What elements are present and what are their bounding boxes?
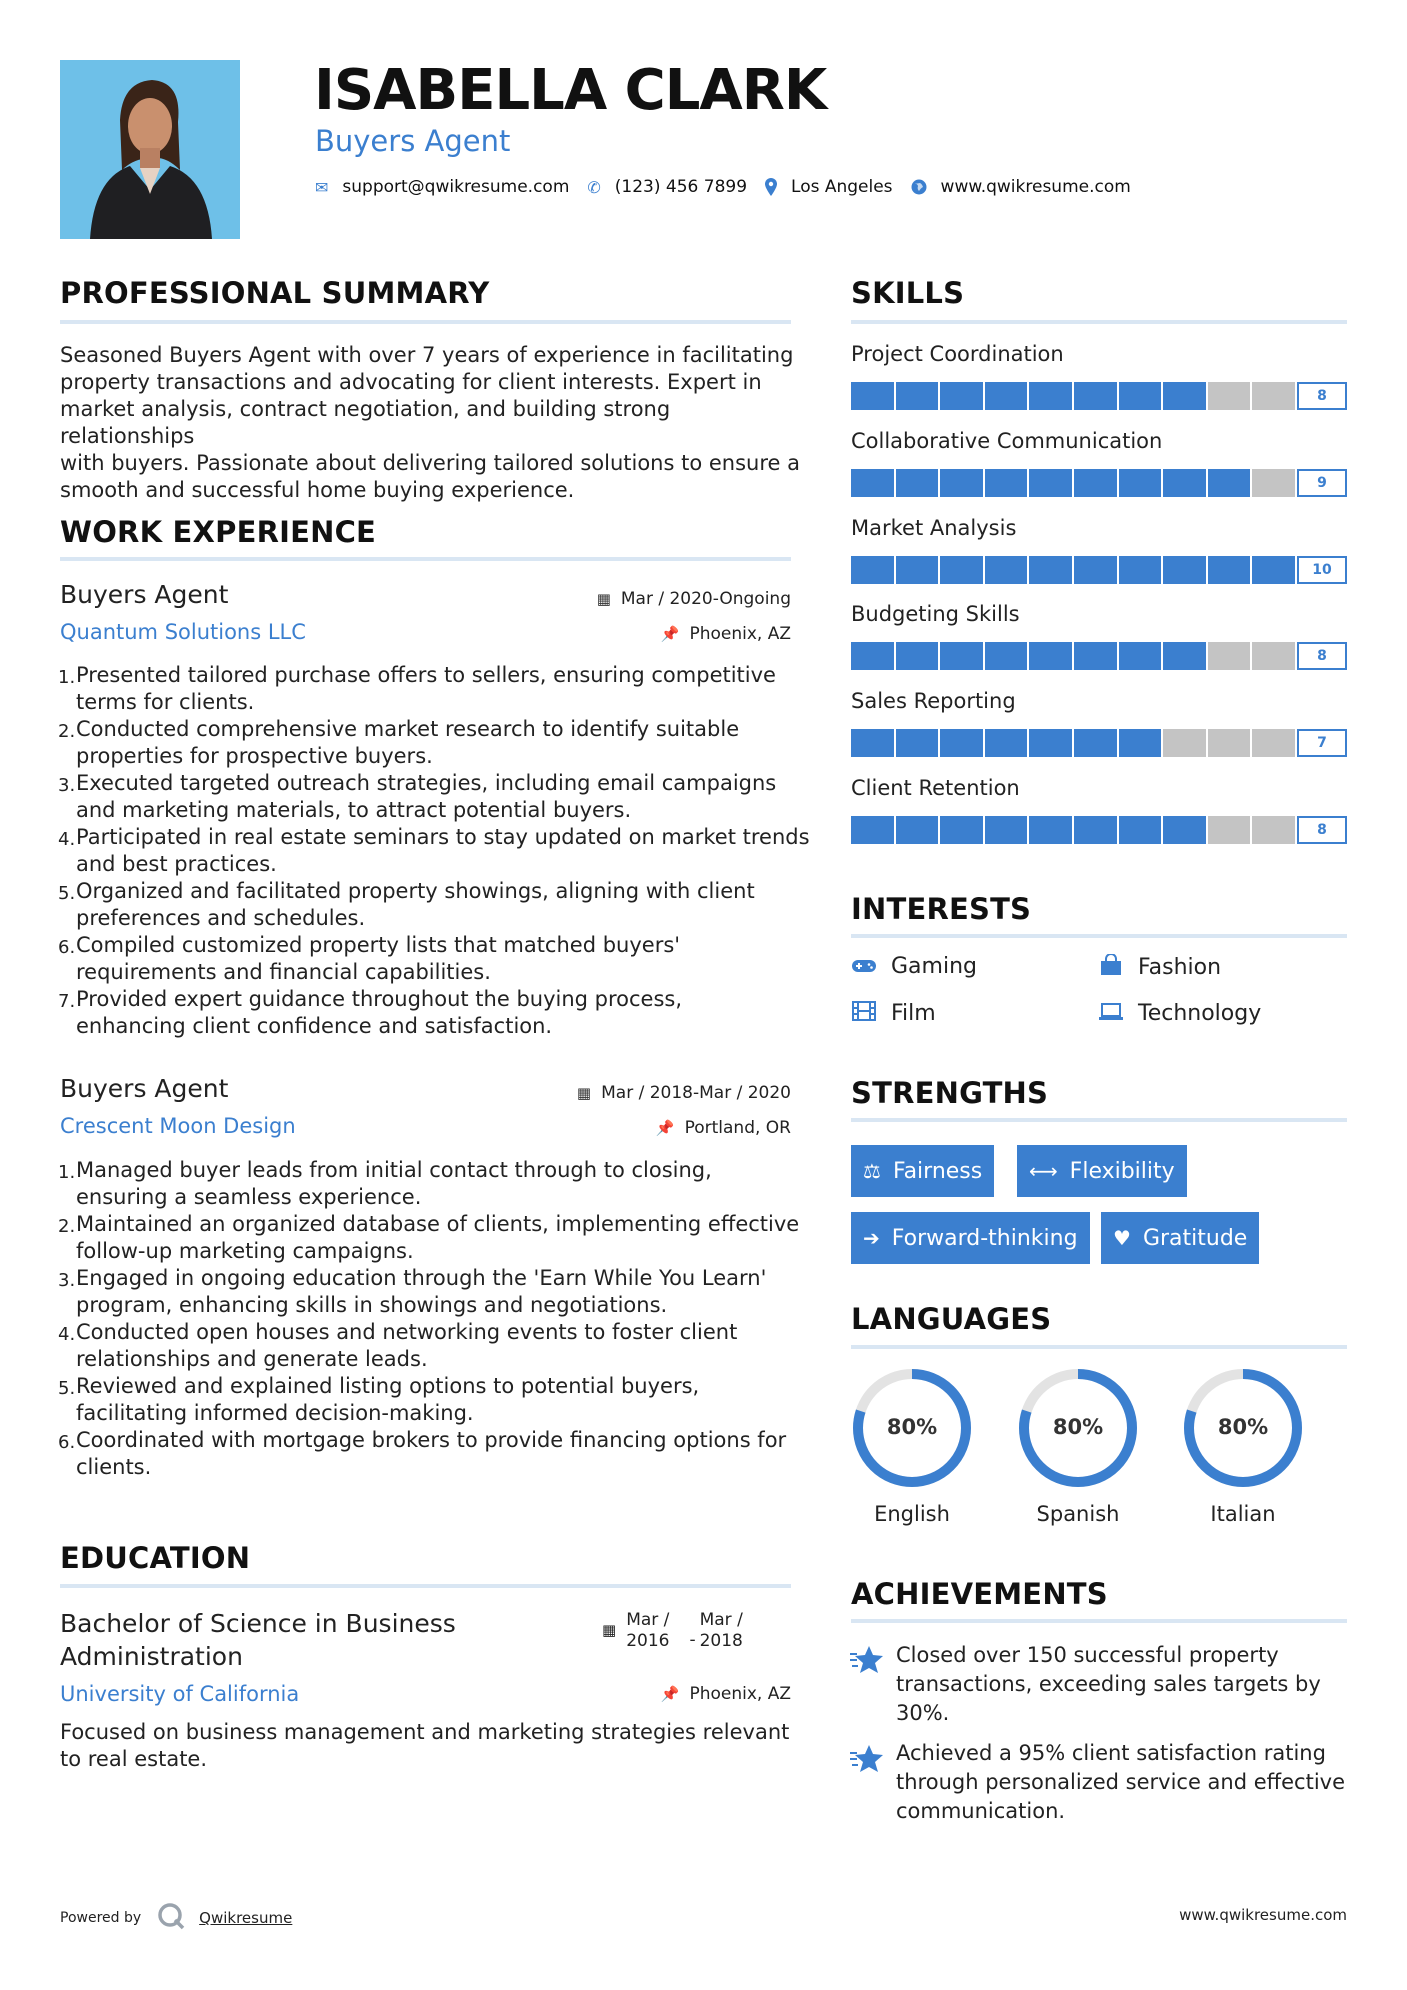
job-bullet bbox=[58, 1265, 818, 1319]
skill-score: 8 bbox=[1297, 382, 1347, 410]
skill-bar-segment bbox=[1163, 729, 1208, 757]
skill-bar-segment bbox=[896, 816, 941, 844]
arrow-right-icon: ➔ bbox=[863, 1226, 880, 1250]
skill-bar-segment bbox=[985, 816, 1030, 844]
job-date bbox=[597, 589, 791, 609]
skill-bar-segment bbox=[896, 382, 941, 410]
pushpin-icon: 📌 bbox=[655, 1119, 675, 1137]
education-date-start bbox=[626, 1610, 669, 1652]
contact-phone[interactable] bbox=[587, 177, 747, 197]
job-bullet bbox=[58, 986, 818, 1040]
job-date bbox=[577, 1083, 791, 1103]
summary-title: PROFESSIONAL SUMMARY bbox=[60, 276, 490, 310]
bullet-number: 1. bbox=[58, 1162, 76, 1183]
skill-name: Sales Reporting bbox=[851, 689, 1016, 713]
bullet-line: Participated in real estate seminars to stay updated on market trends bbox=[76, 825, 810, 849]
bullet-number: 3. bbox=[58, 1270, 76, 1291]
date-end-year: 2018 bbox=[699, 1631, 743, 1651]
skill-bar-segment bbox=[851, 642, 896, 670]
skill-score: 9 bbox=[1297, 469, 1347, 497]
bullet-line: Reviewed and explained listing options to potential buyers, bbox=[76, 1374, 700, 1398]
bullet-line: Compiled customized property lists that matched buyers' bbox=[76, 933, 681, 957]
summary-divider bbox=[60, 320, 791, 324]
skill-bar-segment bbox=[1252, 556, 1297, 584]
job-bullet bbox=[58, 662, 818, 716]
bullet-number: 7. bbox=[58, 991, 76, 1012]
achievement-line: Achieved a 95% client satisfaction rating bbox=[896, 1741, 1326, 1765]
award-icon bbox=[849, 1741, 885, 1777]
bullet-line: Maintained an organized database of clients, implementing effective bbox=[76, 1212, 800, 1236]
calendar-icon: ▦ bbox=[602, 1621, 617, 1639]
education-description bbox=[60, 1719, 820, 1773]
skill-bar-segment bbox=[851, 729, 896, 757]
strength-tag bbox=[1101, 1212, 1259, 1264]
bullet-line: follow-up marketing campaigns. bbox=[76, 1239, 414, 1263]
achievements-divider bbox=[851, 1619, 1347, 1623]
bullet-number: 5. bbox=[58, 883, 76, 904]
interest-gaming bbox=[851, 954, 977, 979]
language-percent: 80% bbox=[1052, 1415, 1104, 1439]
job-bullet bbox=[58, 1373, 818, 1427]
bullet-line: Engaged in ongoing education through the 'Earn While You Learn' bbox=[76, 1266, 767, 1290]
powered-by-label: Powered by bbox=[60, 1910, 142, 1926]
education-desc-line: Focused on business management and marketing strategies relevant bbox=[60, 1720, 790, 1744]
education-divider bbox=[60, 1584, 791, 1588]
contact-phone-text: (123) 456 7899 bbox=[614, 177, 748, 197]
balance-scale-icon: ⚖ bbox=[863, 1159, 881, 1183]
skill-bar-segment bbox=[985, 382, 1030, 410]
skill-score: 7 bbox=[1297, 729, 1347, 757]
skill-bar-segment bbox=[985, 556, 1030, 584]
job-bullet bbox=[58, 770, 818, 824]
interest-technology bbox=[1098, 1001, 1261, 1026]
skills-title: SKILLS bbox=[851, 276, 965, 310]
bullet-number: 2. bbox=[58, 1216, 76, 1237]
bullet-number: 4. bbox=[58, 829, 76, 850]
bullet-line: preferences and schedules. bbox=[76, 906, 366, 930]
skill-name: Budgeting Skills bbox=[851, 602, 1020, 626]
bullet-line: program, enhancing skills in showings and negotiations. bbox=[76, 1293, 668, 1317]
bullet-line: relationships and generate leads. bbox=[76, 1347, 428, 1371]
interest-label: Gaming bbox=[891, 954, 977, 979]
achievement-item bbox=[896, 1739, 1356, 1826]
languages-title: LANGUAGES bbox=[851, 1302, 1052, 1336]
job-title: Buyers Agent bbox=[60, 580, 229, 609]
skill-bar-segment bbox=[1119, 816, 1164, 844]
skill-bar-segment bbox=[1029, 469, 1074, 497]
profile-photo-illustration bbox=[60, 60, 240, 239]
candidate-name: ISABELLA CLARK bbox=[314, 58, 827, 123]
skill-bar-segment bbox=[896, 556, 941, 584]
skill-bar-segment bbox=[1119, 469, 1164, 497]
skill-level-bar bbox=[851, 816, 1297, 844]
language-percent: 80% bbox=[886, 1415, 938, 1439]
skill-bar-segment bbox=[940, 816, 985, 844]
contact-website-text: www.qwikresume.com bbox=[940, 177, 1131, 197]
skill-bar-segment bbox=[1163, 469, 1208, 497]
bullet-line: Coordinated with mortgage brokers to provide financing options for bbox=[76, 1428, 787, 1452]
brand-link[interactable]: Qwikresume bbox=[199, 1909, 293, 1927]
envelope-icon: ✉ bbox=[315, 177, 329, 197]
strength-label: Flexibility bbox=[1069, 1158, 1175, 1184]
summary-line: with buyers. Passionate about delivering tailored solutions to ensure a bbox=[60, 451, 800, 475]
phone-icon: ✆ bbox=[587, 177, 601, 197]
skill-bar-segment bbox=[940, 469, 985, 497]
skill-score: 10 bbox=[1297, 556, 1347, 584]
bullet-line: requirements and financial capabilities. bbox=[76, 960, 491, 984]
skill-bar-segment bbox=[985, 642, 1030, 670]
bullet-line: ensuring a seamless experience. bbox=[76, 1185, 422, 1209]
language-percent: 80% bbox=[1217, 1415, 1269, 1439]
degree-title bbox=[60, 1607, 456, 1673]
contact-email[interactable] bbox=[315, 177, 569, 197]
summary-text bbox=[60, 342, 800, 504]
job-bullet bbox=[58, 932, 818, 986]
bullet-number: 1. bbox=[58, 667, 76, 688]
calendar-icon: ▦ bbox=[576, 1084, 592, 1102]
skill-bar-segment bbox=[896, 469, 941, 497]
summary-line: smooth and successful home buying experience. bbox=[60, 478, 575, 502]
skill-level-bar bbox=[851, 382, 1297, 410]
contact-location bbox=[765, 177, 893, 197]
skill-bar-segment bbox=[1029, 642, 1074, 670]
skill-bar-segment bbox=[1208, 729, 1253, 757]
skill-bar-segment bbox=[1074, 382, 1119, 410]
skill-bar-segment bbox=[851, 469, 896, 497]
bullet-line: enhancing client confidence and satisfaction. bbox=[76, 1014, 553, 1038]
job-bullet bbox=[58, 1319, 818, 1373]
degree-line: Bachelor of Science in Business bbox=[60, 1609, 456, 1638]
skill-bar-segment bbox=[1252, 816, 1297, 844]
contact-email-text: support@qwikresume.com bbox=[342, 177, 570, 197]
job-bullet bbox=[58, 824, 818, 878]
skill-bar-segment bbox=[1252, 469, 1297, 497]
job-bullet bbox=[58, 1427, 818, 1481]
job-location-text: Phoenix, AZ bbox=[689, 624, 791, 644]
skill-level-bar bbox=[851, 729, 1297, 757]
education-location-text: Phoenix, AZ bbox=[689, 1684, 791, 1704]
date-dash: - bbox=[689, 1630, 696, 1650]
job-bullet bbox=[58, 1157, 818, 1211]
strength-tag bbox=[1017, 1145, 1187, 1197]
bullet-number: 2. bbox=[58, 721, 76, 742]
achievement-line: communication. bbox=[896, 1799, 1066, 1823]
contact-website[interactable] bbox=[911, 177, 1131, 197]
bullet-line: and best practices. bbox=[76, 852, 277, 876]
skill-bar-segment bbox=[1163, 816, 1208, 844]
bullet-number: 6. bbox=[58, 1432, 76, 1453]
contact-bar bbox=[315, 177, 1149, 197]
strengths-title: STRENGTHS bbox=[851, 1076, 1049, 1110]
skill-bar-segment bbox=[851, 556, 896, 584]
skill-bar-segment bbox=[1029, 556, 1074, 584]
interest-fashion bbox=[1098, 954, 1221, 981]
job-bullets bbox=[58, 1157, 818, 1481]
achievement-line: transactions, exceeding sales targets by bbox=[896, 1672, 1321, 1696]
bullet-number: 4. bbox=[58, 1324, 76, 1345]
skill-bar-segment bbox=[1074, 816, 1119, 844]
skill-bar-segment bbox=[940, 556, 985, 584]
work-divider bbox=[60, 557, 791, 561]
interests-divider bbox=[851, 934, 1347, 938]
education-title: EDUCATION bbox=[60, 1541, 251, 1575]
skill-name: Collaborative Communication bbox=[851, 429, 1163, 453]
heart-icon: ♥ bbox=[1113, 1226, 1131, 1250]
date-end-month: Mar / bbox=[699, 1610, 743, 1630]
education-date-end bbox=[700, 1610, 743, 1652]
gamepad-icon bbox=[851, 955, 877, 979]
language-name: English bbox=[874, 1502, 950, 1526]
interest-label: Film bbox=[891, 1001, 936, 1026]
skill-bar-segment bbox=[1208, 556, 1253, 584]
skill-bar-segment bbox=[1163, 382, 1208, 410]
strength-tag bbox=[851, 1145, 994, 1197]
skill-bar-segment bbox=[985, 469, 1030, 497]
bullet-line: Executed targeted outreach strategies, including email campaigns bbox=[76, 771, 777, 795]
bullet-number: 5. bbox=[58, 1378, 76, 1399]
job-title: Buyers Agent bbox=[60, 1074, 229, 1103]
job-date-text: Mar / 2020-Ongoing bbox=[620, 589, 791, 609]
arrows-horizontal-icon: ⟷ bbox=[1029, 1159, 1058, 1183]
skill-bar-segment bbox=[940, 382, 985, 410]
skill-bar-segment bbox=[1163, 556, 1208, 584]
job-location bbox=[656, 1118, 791, 1138]
bullet-line: Presented tailored purchase offers to sellers, ensuring competitive bbox=[76, 663, 776, 687]
contact-location-text: Los Angeles bbox=[791, 177, 893, 197]
education-date bbox=[602, 1610, 743, 1652]
strengths-divider bbox=[851, 1118, 1347, 1122]
skill-bar-segment bbox=[896, 729, 941, 757]
achievement-line: through personalized service and effective bbox=[896, 1770, 1346, 1794]
degree-line: Administration bbox=[60, 1642, 243, 1671]
language-name: Italian bbox=[1210, 1502, 1276, 1526]
skill-level-bar bbox=[851, 642, 1297, 670]
calendar-icon: ▦ bbox=[596, 590, 611, 608]
skill-bar-segment bbox=[1252, 382, 1297, 410]
skill-bar-segment bbox=[1029, 816, 1074, 844]
globe-icon bbox=[911, 179, 927, 195]
bullet-line: Organized and facilitated property showings, aligning with client bbox=[76, 879, 755, 903]
skill-bar-segment bbox=[1074, 556, 1119, 584]
skill-bar-segment bbox=[1074, 469, 1119, 497]
bullet-line: Conducted open houses and networking events to foster client bbox=[76, 1320, 738, 1344]
skill-score: 8 bbox=[1297, 816, 1347, 844]
skill-score: 8 bbox=[1297, 642, 1347, 670]
job-bullets bbox=[58, 662, 818, 1040]
skill-bar-segment bbox=[1029, 382, 1074, 410]
skill-bar-segment bbox=[1119, 556, 1164, 584]
school-name: University of California bbox=[60, 1682, 300, 1706]
interest-label: Technology bbox=[1138, 1001, 1262, 1026]
skill-bar-segment bbox=[1208, 469, 1253, 497]
skill-bar-segment bbox=[1208, 816, 1253, 844]
skill-bar-segment bbox=[1163, 642, 1208, 670]
skill-bar-segment bbox=[1074, 729, 1119, 757]
achievement-line: Closed over 150 successful property bbox=[896, 1643, 1279, 1667]
skill-bar-segment bbox=[1208, 642, 1253, 670]
job-bullet bbox=[58, 1211, 818, 1265]
interest-label: Fashion bbox=[1138, 955, 1222, 980]
education-location bbox=[661, 1684, 791, 1704]
strength-label: Fairness bbox=[892, 1158, 983, 1184]
skills-divider bbox=[851, 320, 1347, 324]
skill-name: Market Analysis bbox=[851, 516, 1017, 540]
footer-url[interactable]: www.qwikresume.com bbox=[1179, 1906, 1347, 1924]
skill-name: Client Retention bbox=[851, 776, 1020, 800]
skill-bar-segment bbox=[1252, 642, 1297, 670]
qwikresume-logo-icon bbox=[157, 1902, 185, 1934]
strength-label: Forward-thinking bbox=[891, 1225, 1078, 1251]
achievement-line: 30%. bbox=[896, 1701, 950, 1725]
bullet-line: facilitating informed decision-making. bbox=[76, 1401, 474, 1425]
job-date-text: Mar / 2018-Mar / 2020 bbox=[601, 1083, 791, 1103]
skill-bar-segment bbox=[940, 729, 985, 757]
education-desc-line: to real estate. bbox=[60, 1747, 208, 1771]
laptop-icon bbox=[1098, 1002, 1124, 1026]
bullet-line: Provided expert guidance throughout the buying process, bbox=[76, 987, 683, 1011]
bullet-line: Managed buyer leads from initial contact through to closing, bbox=[76, 1158, 712, 1182]
skill-level-bar bbox=[851, 556, 1297, 584]
skill-bar-segment bbox=[940, 642, 985, 670]
languages-divider bbox=[851, 1345, 1347, 1349]
strength-tag bbox=[851, 1212, 1090, 1264]
bullet-line: terms for clients. bbox=[76, 690, 255, 714]
skill-bar-segment bbox=[851, 382, 896, 410]
work-title: WORK EXPERIENCE bbox=[60, 515, 377, 549]
job-company: Quantum Solutions LLC bbox=[60, 620, 306, 644]
date-start-year: 2016 bbox=[626, 1631, 670, 1651]
skill-bar-segment bbox=[1119, 729, 1164, 757]
award-icon bbox=[849, 1642, 885, 1678]
bullet-line: and marketing materials, to attract potential buyers. bbox=[76, 798, 632, 822]
interest-film bbox=[851, 1001, 936, 1026]
summary-line: Seasoned Buyers Agent with over 7 years of experience in facilitating bbox=[60, 343, 794, 367]
film-icon bbox=[851, 1001, 877, 1026]
profile-photo bbox=[60, 60, 240, 239]
skill-bar-segment bbox=[1252, 729, 1297, 757]
bullet-line: properties for prospective buyers. bbox=[76, 744, 433, 768]
job-bullet bbox=[58, 716, 818, 770]
skill-bar-segment bbox=[851, 816, 896, 844]
skill-bar-segment bbox=[896, 642, 941, 670]
strength-label: Gratitude bbox=[1142, 1225, 1248, 1251]
summary-line: property transactions and advocating for client interests. Expert in bbox=[60, 370, 762, 394]
pushpin-icon: 📌 bbox=[660, 625, 680, 643]
bullet-number: 6. bbox=[58, 937, 76, 958]
footer-powered-by bbox=[60, 1902, 292, 1934]
skill-level-bar bbox=[851, 469, 1297, 497]
job-bullet bbox=[58, 878, 818, 932]
skill-bar-segment bbox=[1119, 642, 1164, 670]
summary-line: market analysis, contract negotiation, and building strong relationships bbox=[60, 397, 671, 448]
skill-bar-segment bbox=[1119, 382, 1164, 410]
bullet-number: 3. bbox=[58, 775, 76, 796]
achievements-title: ACHIEVEMENTS bbox=[851, 1577, 1108, 1611]
shopping-bag-icon bbox=[1098, 954, 1124, 981]
candidate-role: Buyers Agent bbox=[315, 124, 511, 158]
skill-bar-segment bbox=[1208, 382, 1253, 410]
date-start-month: Mar / bbox=[626, 1610, 670, 1630]
language-name: Spanish bbox=[1036, 1502, 1120, 1526]
job-company: Crescent Moon Design bbox=[60, 1114, 296, 1138]
bullet-line: clients. bbox=[76, 1455, 152, 1479]
skill-name: Project Coordination bbox=[851, 342, 1064, 366]
achievement-item bbox=[896, 1641, 1356, 1728]
job-location bbox=[661, 624, 791, 644]
skill-bar-segment bbox=[1029, 729, 1074, 757]
map-pin-icon bbox=[765, 178, 777, 196]
skill-bar-segment bbox=[1074, 642, 1119, 670]
interests-title: INTERESTS bbox=[851, 892, 1032, 926]
pushpin-icon: 📌 bbox=[660, 1685, 680, 1703]
skill-bar-segment bbox=[985, 729, 1030, 757]
bullet-line: Conducted comprehensive market research to identify suitable bbox=[76, 717, 740, 741]
job-location-text: Portland, OR bbox=[684, 1118, 791, 1138]
